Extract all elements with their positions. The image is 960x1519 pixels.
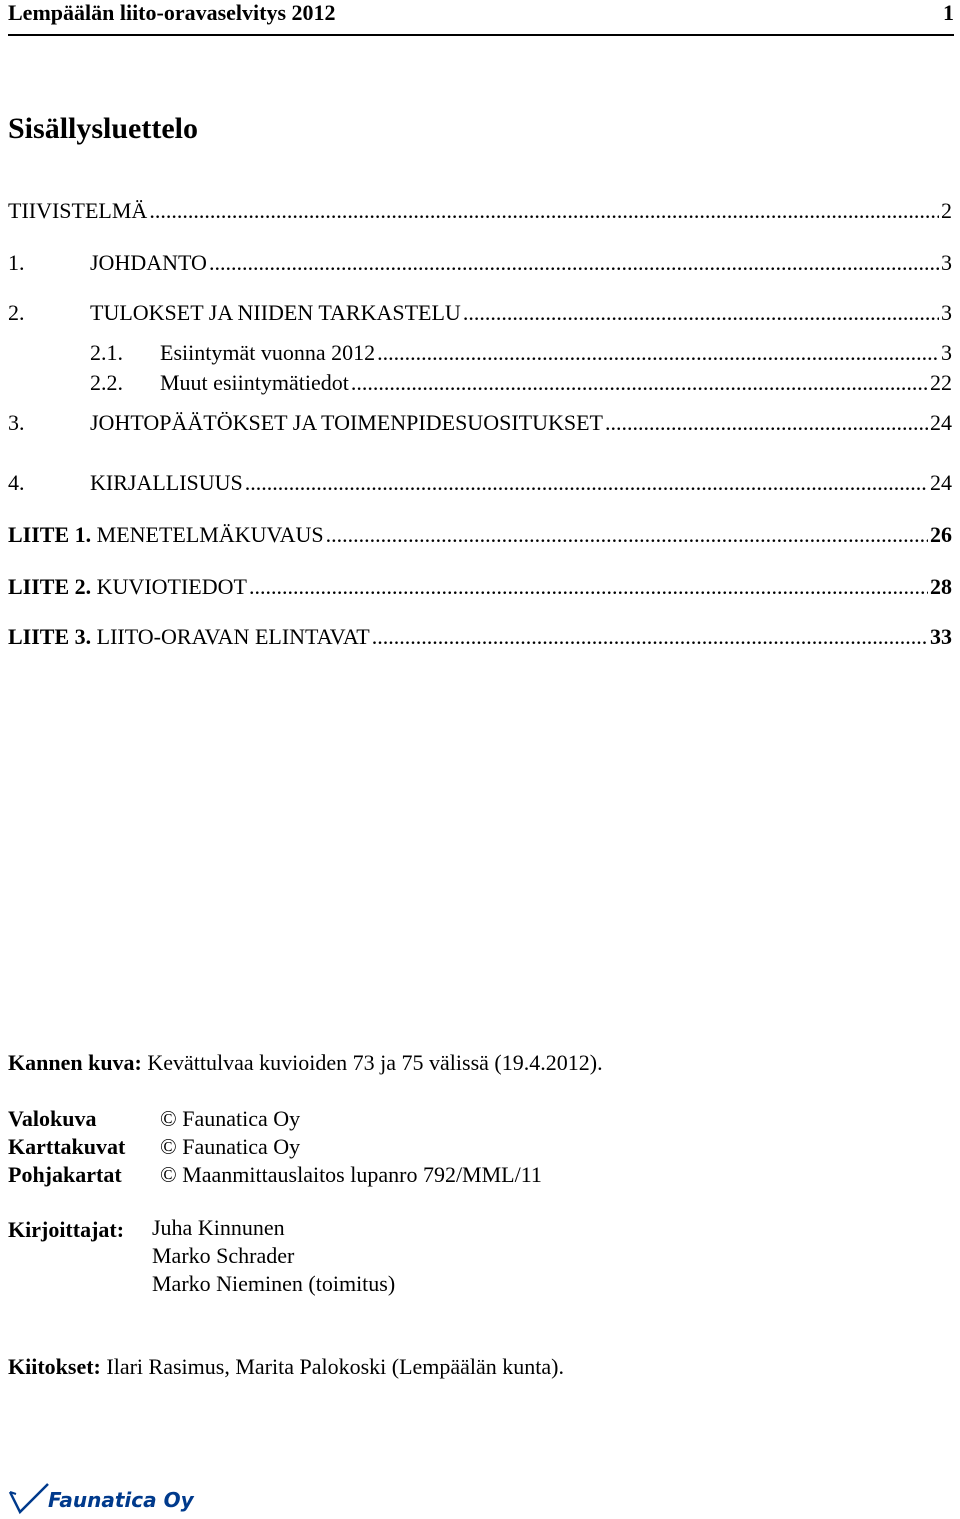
toc-entry-title: JOHTOPÄÄTÖKSET JA TOIMENPIDESUOSITUKSET: [90, 410, 603, 435]
toc-entry-title: Muut esiintymätiedot: [160, 370, 349, 395]
toc-entry-page: 3: [941, 300, 952, 325]
toc-leader-dots: [326, 522, 928, 548]
bird-logo-icon: [8, 1480, 52, 1516]
cover-text: Kevättulvaa kuvioiden 73 ja 75 välissä (19.4.2012).: [147, 1050, 603, 1075]
toc-entry-johtopaatokset[interactable]: [8, 408, 952, 436]
toc-entry-title: Esiintymät vuonna 2012: [160, 340, 376, 365]
cover-label: Kannen kuva:: [8, 1050, 142, 1075]
toc-entry-page: 2: [941, 198, 952, 223]
credit-value: © Faunatica Oy: [160, 1134, 301, 1159]
acknowledgements: [8, 1354, 564, 1380]
toc-entry-liite-1[interactable]: [8, 520, 952, 548]
toc-entry-page: 24: [930, 470, 952, 495]
toc-entry-johdanto[interactable]: [8, 248, 952, 276]
credit-label: Karttakuvat: [8, 1134, 126, 1159]
toc-entry-page: 26: [930, 522, 952, 547]
toc-entry-page: 22: [930, 370, 952, 395]
toc-entry-number: 2.: [8, 300, 25, 325]
toc-entry-tiivistelma[interactable]: [8, 196, 952, 224]
toc-leader-dots: [372, 624, 928, 650]
toc-entry-subtitle: KUVIOTIEDOT: [96, 574, 247, 599]
toc-entry-subtitle: MENETELMÄKUVAUS: [96, 522, 324, 547]
credit-value: © Maanmittauslaitos lupanro 792/MML/11: [160, 1162, 542, 1187]
author-name: Marko Schrader: [152, 1243, 295, 1268]
credit-label: Pohjakartat: [8, 1162, 122, 1187]
toc-entry-number: 2.2.: [90, 370, 123, 395]
credit-label: Valokuva: [8, 1106, 97, 1131]
toc-entry-title: KIRJALLISUUS: [90, 470, 243, 495]
toc-entry-page: 33: [930, 624, 952, 649]
toc-entry-title: TIIVISTELMÄ: [8, 198, 148, 223]
toc-leader-dots: [377, 340, 939, 366]
page-number: 1: [943, 0, 954, 25]
toc-entry-liite-3[interactable]: [8, 622, 952, 650]
toc-entry-liite-2[interactable]: [8, 572, 952, 600]
toc-entry-subtitle: LIITO-ORAVAN ELINTAVAT: [96, 624, 370, 649]
toc-entry-title: LIITE 3.: [8, 624, 92, 649]
toc-entry-page: 24: [930, 410, 952, 435]
toc-leader-dots: [209, 250, 939, 276]
toc-entry-page: 28: [930, 574, 952, 599]
toc-entry-number: 2.1.: [90, 340, 123, 365]
author-name: Juha Kinnunen: [152, 1215, 285, 1240]
cover-caption: [8, 1050, 603, 1076]
toc-heading: Sisällysluettelo: [8, 112, 199, 145]
toc-leader-dots: [351, 370, 928, 396]
toc-leader-dots: [463, 300, 939, 326]
toc-entry-title: TULOKSET JA NIIDEN TARKASTELU: [90, 300, 461, 325]
authors-list: [152, 1214, 395, 1298]
faunatica-logo: [8, 1480, 208, 1516]
toc-leader-dots: [249, 574, 928, 600]
toc-entry-title: LIITE 1.: [8, 522, 92, 547]
toc-leader-dots: [149, 198, 939, 224]
authors-label: Kirjoittajat:: [8, 1217, 125, 1242]
thanks-text: Ilari Rasimus, Marita Palokoski (Lempäälän kunta).: [106, 1354, 564, 1379]
toc-entry-esiintymat[interactable]: [8, 338, 952, 366]
toc-entry-title: LIITE 2.: [8, 574, 92, 599]
toc-leader-dots: [605, 410, 928, 436]
thanks-label: Kiitokset:: [8, 1354, 101, 1379]
toc-entry-number: 1.: [8, 250, 25, 275]
toc-entry-page: 3: [941, 250, 952, 275]
toc-entry-number: 4.: [8, 470, 25, 495]
document-title: Lempäälän liito-oravaselvitys 2012: [8, 0, 336, 25]
toc-entry-title: JOHDANTO: [90, 250, 207, 275]
toc-entry-kirjallisuus[interactable]: [8, 468, 952, 496]
logo-text: Faunatica Oy: [48, 1488, 194, 1512]
toc-leader-dots: [245, 470, 928, 496]
credit-value: © Faunatica Oy: [160, 1106, 301, 1131]
author-name: Marko Nieminen (toimitus): [152, 1271, 396, 1296]
toc-entry-number: 3.: [8, 410, 25, 435]
toc-entry-tulokset[interactable]: [8, 298, 952, 326]
page-header: [8, 0, 954, 36]
toc-entry-muut-esiintymatiedot[interactable]: [8, 368, 952, 396]
toc-entry-page: 3: [941, 340, 952, 365]
